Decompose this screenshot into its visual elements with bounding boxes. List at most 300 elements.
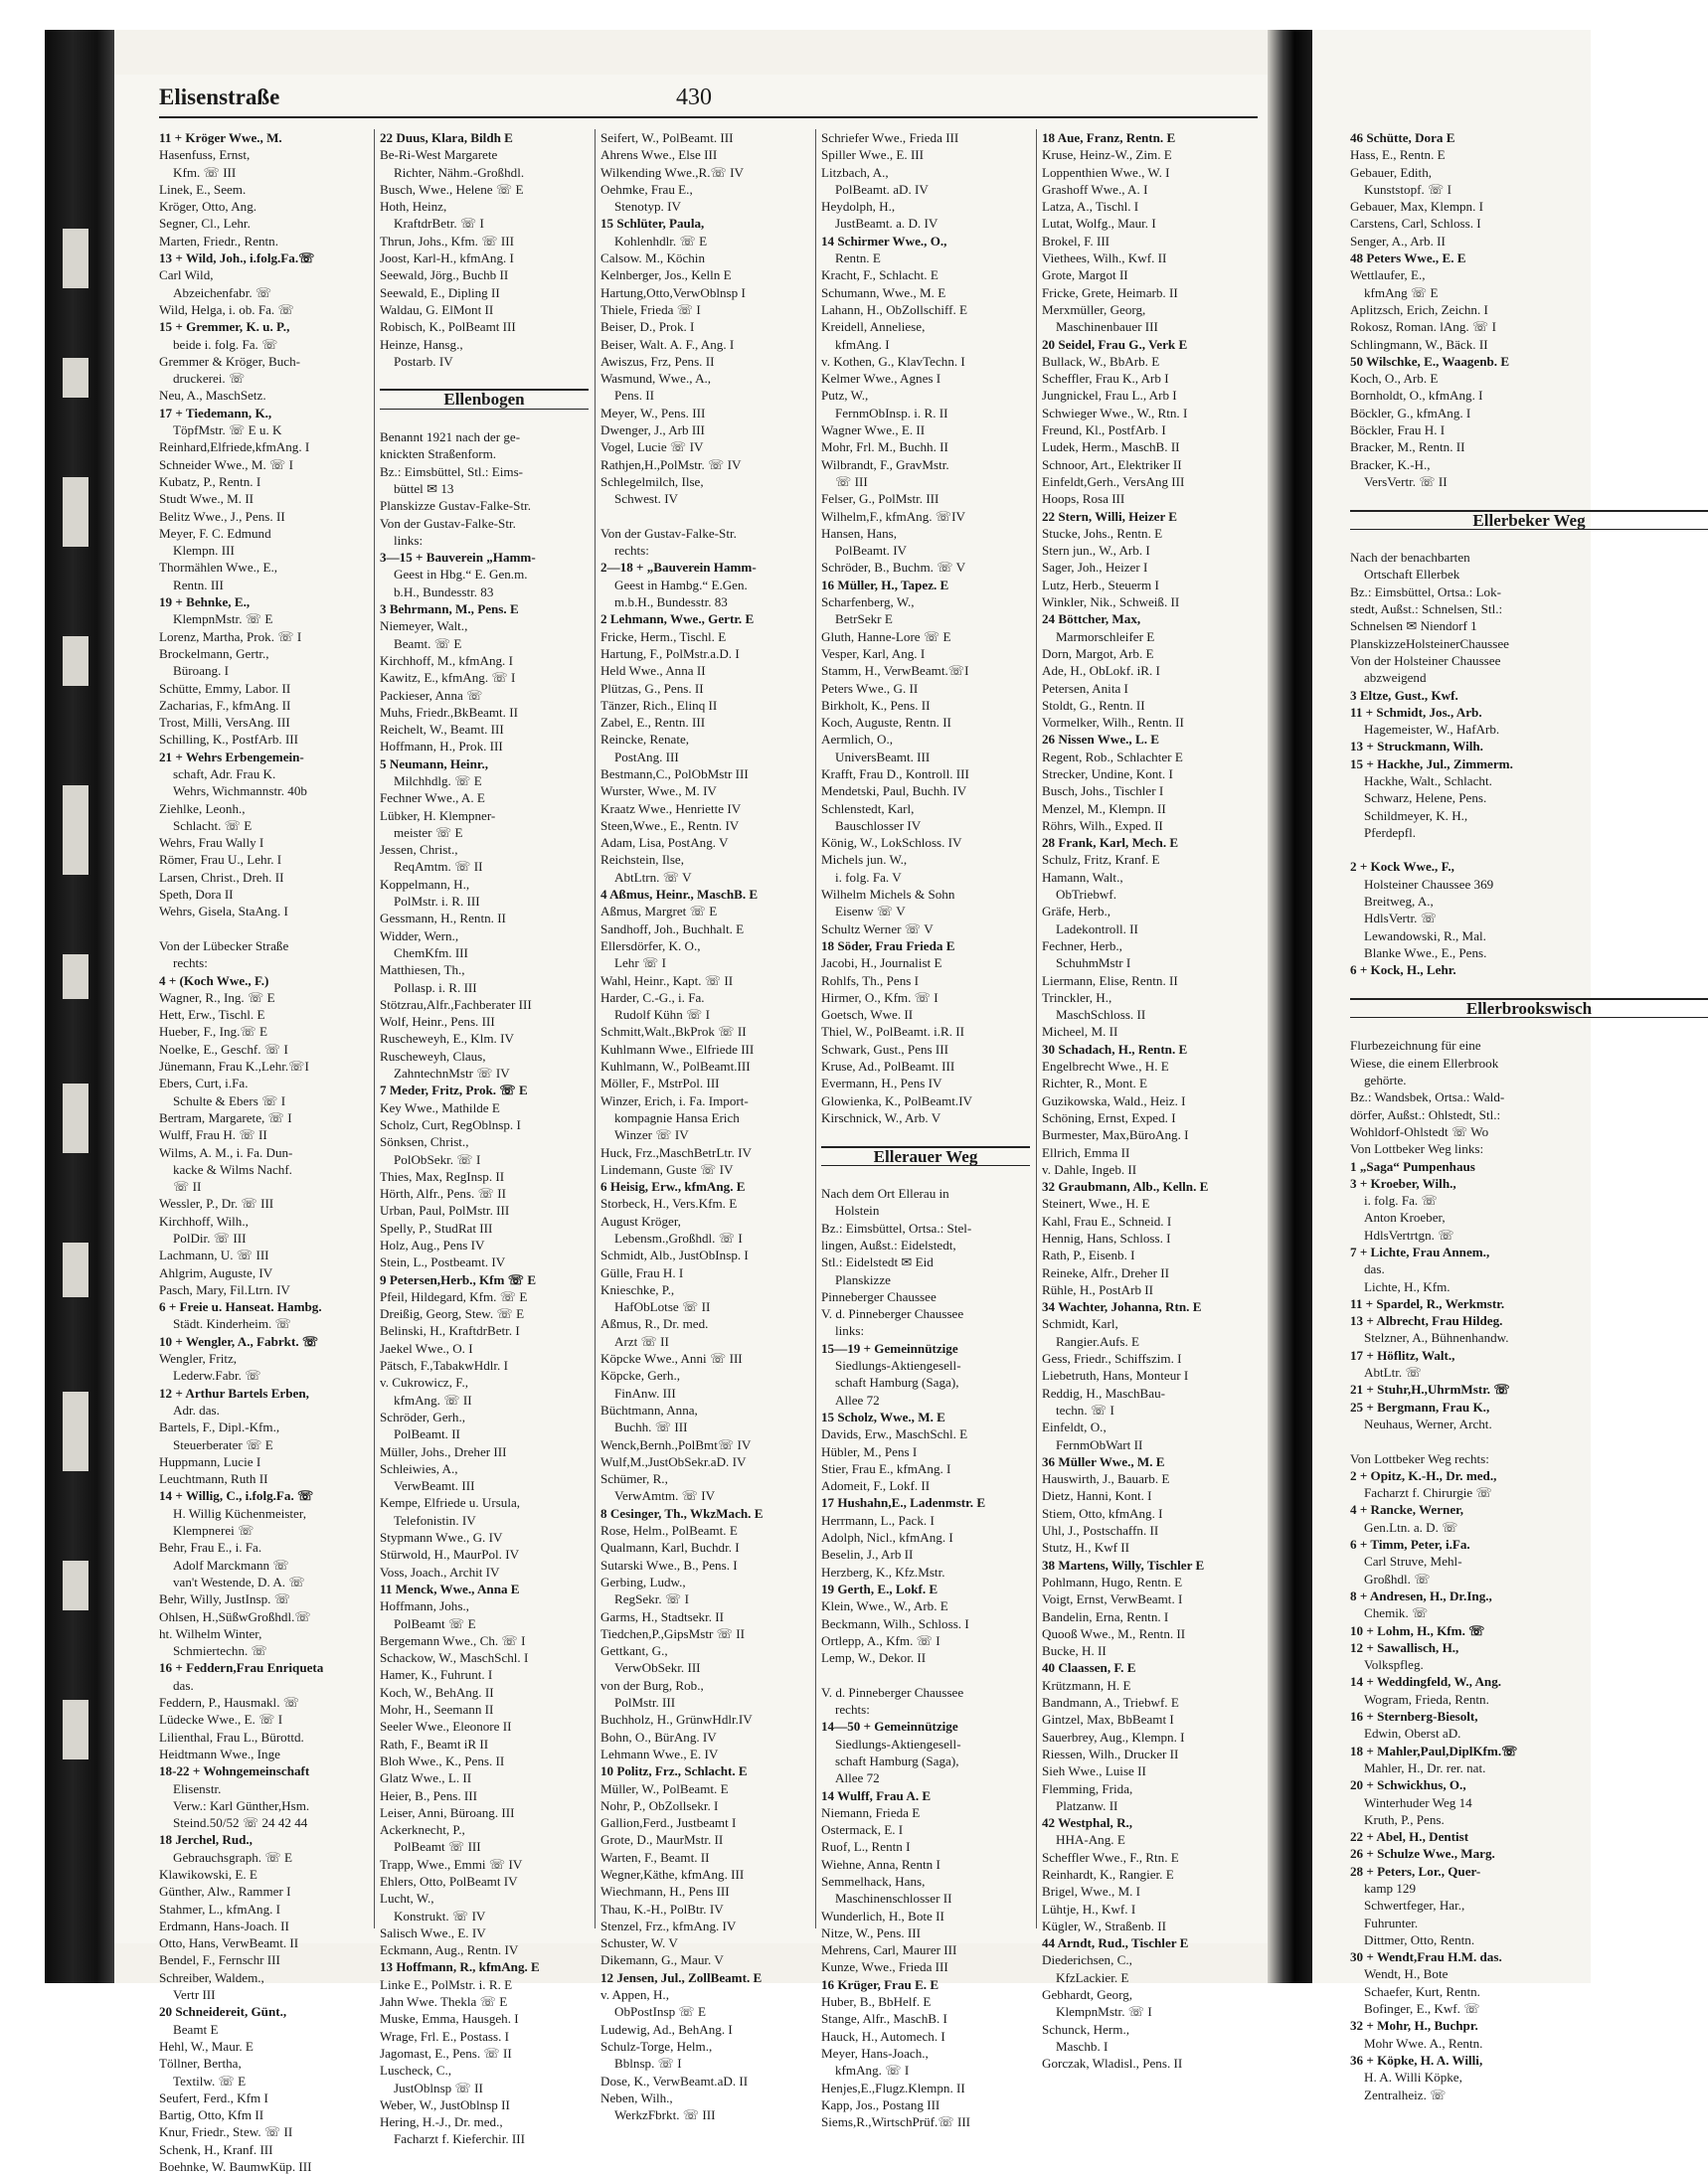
directory-entry: 7 + Lichte, Frau Annem.,	[1350, 1245, 1490, 1259]
directory-entry: PolMstr. III	[614, 1695, 676, 1711]
directory-entry: Chemik. ☏	[1364, 1605, 1429, 1621]
directory-entry: Töllner, Bertha,	[159, 2056, 242, 2072]
directory-entry: 10 Politz, Frz., Schlacht. E	[600, 1763, 748, 1779]
directory-entry: Wulf,M.,JustObSekr.aD. IV	[600, 1453, 747, 1469]
directory-entry: Dikemann, G., Maur. V	[600, 1952, 724, 1968]
directory-entry: Litzbach, A.,	[821, 164, 889, 180]
directory-entry: Nohr, P., ObZollsekr. I	[600, 1797, 719, 1813]
directory-entry: Hartung,Otto,VerwOblnsp I	[600, 284, 746, 300]
directory-entry: 19 + Behnke, E.,	[159, 594, 251, 610]
directory-entry: 44 Arndt, Rud., Tischler E	[1042, 1935, 1189, 1951]
directory-entry: Seeler Wwe., Eleonore II	[380, 1719, 512, 1735]
directory-entry: Von Lottbeker Weg rechts:	[1350, 1450, 1489, 1466]
directory-entry: Kügler, W., Straßenb. II	[1042, 1918, 1166, 1933]
directory-entry: Beamt E	[173, 2021, 219, 2037]
column-divider	[595, 129, 596, 1928]
directory-entry: Thormählen Wwe., E.,	[159, 560, 278, 576]
directory-entry: Ellersdörfer, K. O.,	[600, 937, 701, 953]
directory-entry: Boehnke, W. BaumwKüp. III	[159, 2159, 312, 2175]
directory-entry: Winzer ☏ IV	[614, 1127, 689, 1143]
directory-entry: Muske, Emma, Hausgeh. I	[380, 2011, 519, 2027]
street-name: Elisenstraße	[159, 84, 280, 109]
directory-entry: abzweigend	[1364, 670, 1427, 686]
directory-entry: Thies, Max, RegInsp. II	[380, 1168, 505, 1184]
directory-entry: Edwin, Oberst aD.	[1364, 1726, 1461, 1742]
directory-entry: Ruscheweyh, Claus,	[380, 1048, 486, 1064]
directory-entry: Speth, Dora II	[159, 887, 234, 903]
directory-entry: 18-22 + Wohngemeinschaft	[159, 1763, 310, 1779]
directory-entry: 8 + Andresen, H., Dr.Ing.,	[1350, 1588, 1492, 1603]
directory-entry: Scholz, Curt, RegOblnsp. I	[380, 1116, 521, 1132]
directory-entry: 32 Graubmann, Alb., Kelln. E	[1042, 1179, 1209, 1195]
directory-entry: Brigel, Wwe., M. I	[1042, 1884, 1141, 1900]
directory-entry: Nach dem Ort Ellerau in	[821, 1186, 949, 1202]
directory-entry: Sandhoff, Joh., Buchhalt. E	[600, 920, 745, 936]
directory-entry: HdlsVertr. ☏	[1364, 911, 1438, 926]
directory-entry: SchuhmMstr I	[1056, 955, 1131, 971]
directory-entry: Stern jun., W., Arb. I	[1042, 543, 1150, 559]
directory-entry: Lilienthal, Frau L., Bürottd.	[159, 1729, 304, 1745]
directory-entry: Linek, E., Seem.	[159, 181, 247, 197]
directory-entry: Hehl, W., Maur. E	[159, 2038, 254, 2054]
directory-entry: MaschSchloss. II	[1056, 1007, 1146, 1023]
directory-entry: Elisenstr.	[173, 1780, 222, 1796]
directory-entry: Wiehne, Anna, Rentn I	[821, 1856, 940, 1872]
directory-entry: Röhrs, Wilh., Exped. II	[1042, 817, 1163, 833]
directory-entry: Beamt. ☏ E	[394, 635, 462, 651]
directory-entry: Rohlfs, Th., Pens I	[821, 972, 919, 988]
directory-entry: Maschinenschlosser II	[835, 1891, 952, 1907]
directory-entry: 2—18 + „Bauverein Hamm-	[600, 560, 757, 576]
directory-entry: Aßmus, Margret ☏ E	[600, 904, 718, 920]
directory-entry: Gebrauchsgraph. ☏ E	[173, 1849, 292, 1865]
directory-entry: Be-Ri-West Margarete	[380, 147, 498, 163]
directory-entry: PlanskizzeHolsteinerChaussee	[1350, 635, 1509, 651]
directory-entry: Warten, F., Beamt. II	[600, 1849, 710, 1865]
directory-entry: Planskizze Gustav-Falke-Str.	[380, 498, 532, 514]
directory-entry: Hett, Erw., Tischl. E	[159, 1007, 265, 1023]
directory-entry: 36 + Köpke, H. A. Willi,	[1350, 2052, 1483, 2068]
directory-entry: Carl Wild,	[159, 267, 214, 283]
directory-column	[1042, 129, 1251, 2072]
directory-entry: Jagomast, E., Pens. ☏ II	[380, 2045, 512, 2061]
directory-entry: Petersen, Anita I	[1042, 680, 1128, 696]
directory-entry: Wagner Wwe., E. II	[821, 422, 926, 438]
directory-entry: Siems,R.,WirtschPrüf.☏ III	[821, 2114, 971, 2130]
directory-entry: Mahler, H., Dr. rer. nat.	[1364, 1759, 1486, 1775]
directory-entry: Hauswirth, J., Bauarb. E	[1042, 1471, 1170, 1487]
directory-entry: Lachmann, U. ☏ III	[159, 1248, 269, 1263]
directory-entry: Rühle, H., PostArb II	[1042, 1281, 1154, 1297]
street-heading: Ellerbrookswisch	[1350, 998, 1708, 1018]
directory-entry: Flemming, Frida,	[1042, 1780, 1133, 1796]
directory-entry: 25 + Bergmann, Frau K.,	[1350, 1399, 1490, 1415]
directory-entry: Sutarski Wwe., B., Pens. I	[600, 1557, 738, 1573]
directory-entry: Thiele, Frieda ☏ I	[600, 301, 701, 317]
directory-entry: 17 + Tiedemann, K.,	[159, 405, 272, 420]
directory-entry: 4 Aßmus, Heinr., MaschB. E	[600, 887, 759, 903]
directory-entry: 3 + Kroeber, Wilh.,	[1350, 1175, 1456, 1191]
directory-entry: Spiller Wwe., E. III	[821, 147, 925, 163]
directory-entry: 2 Lehmann, Wwe., Gertr. E	[600, 611, 755, 627]
directory-entry: Klawikowski, E. E	[159, 1866, 257, 1882]
directory-entry: VerwAmtm. ☏ IV	[614, 1488, 716, 1504]
directory-entry: Von der Lübecker Straße	[159, 937, 289, 953]
directory-entry: Peters Wwe., G. II	[821, 680, 919, 696]
directory-entry: Ortlepp, A., Kfm. ☏ I	[821, 1632, 940, 1648]
directory-entry: Adomeit, F., Lokf. II	[821, 1478, 931, 1494]
directory-entry: HdlsVertrtgn. ☏	[1364, 1227, 1454, 1243]
directory-entry: Koch, O., Arb. E	[1350, 371, 1439, 387]
directory-entry: 16 + Sternberg-Biesolt,	[1350, 1709, 1478, 1725]
directory-entry: Bartig, Otto, Kfm II	[159, 2107, 264, 2123]
directory-entry: Wenck,Bernh.,PolBmt☏ IV	[600, 1436, 752, 1452]
directory-entry: Liebetruth, Hans, Monteur I	[1042, 1368, 1189, 1384]
directory-entry: Gettkant, G.,	[600, 1643, 668, 1659]
directory-entry: Wehrs, Frau Wally I	[159, 835, 264, 851]
directory-entry: Bullack, W., BbArb. E	[1042, 353, 1160, 369]
directory-entry: Bohn, O., BürAng. IV	[600, 1729, 717, 1745]
directory-entry: KlempnMstr. ☏ I	[1056, 2004, 1152, 2020]
directory-entry: Hörth, Alfr., Pens. ☏ II	[380, 1186, 506, 1202]
directory-entry: Sager, Joh., Heizer I	[1042, 560, 1148, 576]
directory-entry: Kohlenhdlr. ☏ E	[614, 233, 708, 249]
directory-entry: RegSekr. ☏ I	[614, 1591, 689, 1607]
directory-entry: Stein, L., Postbeamt. IV	[380, 1255, 506, 1270]
directory-entry: Seewald, Jörg., Buchb II	[380, 267, 509, 283]
directory-entry: Lutz, Herb., Steuerm I	[1042, 577, 1159, 592]
directory-entry: Pens. II	[614, 388, 655, 404]
directory-entry: Lewandowski, R., Mal.	[1364, 927, 1486, 943]
directory-entry	[821, 1666, 1030, 1683]
directory-entry: Koch, W., BehAng. II	[380, 1684, 494, 1700]
directory-entry: Wessler, P., Dr. ☏ III	[159, 1196, 274, 1212]
directory-entry: Lindemann, Guste ☏ IV	[600, 1161, 734, 1177]
directory-entry: Kunze, Wwe., Frieda III	[821, 1959, 948, 1975]
directory-entry: Lutat, Wolfg., Maur. I	[1042, 216, 1156, 232]
directory-entry: Schütte, Emmy, Labor. II	[159, 680, 291, 696]
directory-columns	[159, 129, 1258, 2175]
directory-entry: das.	[1364, 1261, 1385, 1277]
directory-entry: PolBeamt. II	[394, 1426, 460, 1442]
directory-entry: gehörte.	[1364, 1073, 1407, 1088]
directory-entry: 28 Frank, Karl, Mech. E	[1042, 835, 1179, 851]
directory-entry: 14 + Willig, C., i.folg.Fa. ☏	[159, 1488, 314, 1504]
directory-entry: 15 + Hackhe, Jul., Zimmerm.	[1350, 755, 1513, 771]
page-gutter	[1268, 30, 1312, 1983]
directory-entry: Schumann, Wwe., M. E	[821, 284, 946, 300]
directory-entry: Seifert, W., PolBeamt. III	[600, 130, 734, 145]
directory-entry: Goetsch, Wwe. II	[821, 1007, 914, 1023]
directory-entry: Putz, W.,	[821, 388, 869, 404]
directory-entry: Rangier.Aufs. E	[1056, 1333, 1140, 1349]
directory-entry: Fricke, Herm., Tischl. E	[600, 628, 727, 644]
directory-entry: 14 Schirmer Wwe., O.,	[821, 233, 947, 249]
directory-entry: techn. ☏ I	[1056, 1402, 1114, 1418]
directory-entry: Strecker, Undine, Kont. I	[1042, 765, 1173, 781]
directory-entry: Schuster, W. V	[600, 1935, 678, 1951]
street-heading: Ellerbeker Weg	[1350, 510, 1708, 530]
directory-entry: Trost, Milli, VersAng. III	[159, 715, 290, 731]
directory-entry: Grote, Margot II	[1042, 267, 1128, 283]
directory-entry: Joost, Karl-H., kfmAng. I	[380, 251, 514, 266]
directory-entry: Textilw. ☏ E	[173, 2073, 247, 2089]
directory-entry: ☏ III	[835, 473, 868, 489]
directory-entry: 5 Neumann, Heinr.,	[380, 755, 489, 771]
directory-entry: Holstein	[835, 1203, 880, 1219]
directory-entry: Carl Struve, Mehl-	[1364, 1554, 1462, 1570]
directory-entry: Trinckler, H.,	[1042, 989, 1112, 1005]
directory-entry: TöpfMstr. ☏ E u. K	[173, 422, 282, 438]
directory-entry: August Kröger,	[600, 1213, 681, 1229]
directory-entry: Stutz, H., Kwf II	[1042, 1540, 1130, 1556]
directory-entry: Stoldt, G., Rentn. II	[1042, 697, 1145, 713]
directory-entry: Konstrukt. ☏ IV	[394, 1908, 486, 1924]
directory-entry: 34 Wachter, Johanna, Rtn. E	[1042, 1299, 1202, 1315]
directory-entry: Steuerberater ☏ E	[173, 1436, 273, 1452]
directory-entry: H. Willig Küchenmeister,	[173, 1505, 306, 1521]
directory-entry: stedt, Außst.: Schnelsen, Stl.:	[1350, 601, 1503, 617]
directory-entry: Jungnickel, Frau L., Arb I	[1042, 388, 1177, 404]
directory-entry: Nitze, W., Pens. III	[821, 1924, 922, 1940]
directory-entry: Hennig, Hans, Schloss. I	[1042, 1231, 1171, 1246]
directory-entry: dörfer, Außst.: Ohlstedt, Stl.:	[1350, 1106, 1501, 1122]
directory-entry: kfmAng ☏ E	[1364, 284, 1439, 300]
directory-entry: Reichstein, Ilse,	[600, 852, 684, 868]
directory-entry: 13 + Wild, Joh., i.folg.Fa.☏	[159, 251, 315, 266]
directory-entry: Tänzer, Rich., Elinq II	[600, 697, 718, 713]
directory-entry: Hauck, H., Automech. I	[821, 2028, 945, 2044]
directory-entry: Felser, G., PolMstr. III	[821, 491, 939, 507]
directory-entry: FernmObWart II	[1056, 1436, 1143, 1452]
directory-entry: Bendel, F., Fernschr III	[159, 1952, 280, 1968]
directory-entry: Schmidt, Karl,	[1042, 1316, 1118, 1332]
directory-entry: Lüdecke Wwe., E. ☏ I	[159, 1712, 283, 1728]
directory-entry: Mohr, Frl. M., Buchh. II	[821, 439, 948, 455]
directory-entry: Möller, F., MstrPol. III	[600, 1076, 720, 1091]
directory-entry: Wilbrandt, F., GravMstr.	[821, 456, 949, 472]
directory-entry: PostAng. III	[614, 749, 679, 764]
directory-entry: Mohr Wwe. A., Rentn.	[1364, 2035, 1483, 2051]
directory-entry: Bofinger, E., Kwf. ☏	[1364, 2001, 1480, 2017]
directory-entry: Beckmann, Wilh., Schloss. I	[821, 1615, 969, 1631]
directory-entry: Bornholdt, O., kfmAng. I	[1350, 388, 1483, 404]
directory-entry: 14 Wulff, Frau A. E	[821, 1787, 932, 1803]
directory-entry: Loppenthien Wwe., W. I	[1042, 164, 1170, 180]
directory-entry: Bblnsp. ☏ I	[614, 2056, 682, 2072]
directory-entry: Schmiertechn. ☏	[173, 1643, 267, 1659]
directory-entry: Richter, R., Mont. E	[1042, 1076, 1148, 1091]
directory-entry: Hass, E., Rentn. E	[1350, 147, 1446, 163]
directory-entry: Schwest. IV	[614, 491, 679, 507]
directory-entry: Linke E., PolMstr. i. R. E	[380, 1976, 513, 1992]
directory-entry: Gerbing, Ludw.,	[600, 1574, 686, 1589]
directory-entry: Awiszus, Frz, Pens. II	[600, 353, 715, 369]
directory-entry: Wilms, A. M., i. Fa. Dun-	[159, 1144, 293, 1160]
directory-entry: Beiser, D., Prok. I	[600, 319, 695, 335]
directory-entry: Leiser, Anni, Büroang. III	[380, 1804, 515, 1820]
directory-entry: Maschinenbauer III	[1056, 319, 1158, 335]
directory-entry: 8 Cesinger, Th., WkzMach. E	[600, 1505, 764, 1521]
directory-entry: Menzel, M., Klempn. II	[1042, 800, 1166, 816]
directory-entry: Pinneberger Chaussee	[821, 1288, 937, 1304]
directory-entry: Niemeyer, Walt.,	[380, 618, 468, 634]
directory-entry: Breitweg, A.,	[1364, 894, 1434, 910]
directory-entry: Herzberg, K., Kfz.Mstr.	[821, 1564, 945, 1580]
directory-entry: Richter, Nähm.-Großhdl.	[394, 164, 525, 180]
directory-entry: Lemp, W., Dekor. II	[821, 1650, 927, 1666]
directory-entry: PolObSekr. ☏ I	[394, 1151, 481, 1167]
directory-entry: Diederichsen, C.,	[1042, 1952, 1132, 1968]
directory-entry	[600, 508, 809, 525]
directory-entry: Fuhrunter.	[1364, 1915, 1419, 1930]
directory-entry: Krafft, Frau D., Kontroll. III	[821, 765, 969, 781]
directory-entry: Bracker, K.-H.,	[1350, 456, 1431, 472]
directory-entry: Merxmüller, Georg,	[1042, 301, 1146, 317]
directory-column	[821, 129, 1030, 2130]
directory-entry: Harder, C.-G., i. Fa.	[600, 989, 705, 1005]
directory-entry: FinAnw. III	[614, 1385, 676, 1401]
directory-entry: Grashoff Wwe., A. I	[1042, 181, 1148, 197]
directory-entry: Reineke, Alfr., Dreher II	[1042, 1264, 1169, 1280]
directory-entry: Stahmer, L., kfmAng. I	[159, 1901, 281, 1917]
directory-entry: Schwieger Wwe., W., Rtn. I	[1042, 405, 1188, 420]
directory-entry: Kahl, Frau E., Schneid. I	[1042, 1213, 1172, 1229]
directory-entry: KraftdrBetr. ☏ I	[394, 216, 484, 232]
directory-entry: Scheffler Wwe., F., Rtn. E	[1042, 1849, 1179, 1865]
directory-entry: ☏ II	[173, 1179, 202, 1195]
directory-entry: Winzer, Erich, i. Fa. Import-	[600, 1092, 749, 1108]
directory-entry: Rentn. E	[835, 251, 881, 266]
directory-entry: 3 Eltze, Gust., Kwf.	[1350, 687, 1458, 703]
directory-entry: Stier, Frau E., kfmAng. I	[821, 1460, 951, 1476]
directory-entry: Grote, D., MaurMstr. II	[600, 1832, 724, 1848]
directory-entry: 14—50 + Gemeinnützige	[821, 1719, 958, 1735]
directory-entry: V. d. Pinneberger Chaussee	[821, 1306, 964, 1322]
directory-entry: kamp 129	[1364, 1880, 1417, 1896]
directory-entry: Steind.50/52 ☏ 24 42 44	[173, 1815, 308, 1831]
directory-entry: Trapp, Wwe., Emmi ☏ IV	[380, 1856, 523, 1872]
directory-entry: Brockelmann, Gertr.,	[159, 645, 269, 661]
directory-entry: Zacharias, F., kfmAng. II	[159, 697, 291, 713]
directory-entry: Mohr, H., Seemann II	[380, 1702, 494, 1718]
directory-entry: 16 Krüger, Frau E. E	[821, 1976, 939, 1992]
directory-entry: Lederw.Fabr. ☏	[173, 1368, 261, 1384]
directory-entry: Von der Gustav-Falke-Str.	[600, 525, 737, 541]
directory-entry: Lebensm.,Großhdl. ☏ I	[614, 1231, 743, 1246]
directory-entry: Vesper, Karl, Ang. I	[821, 645, 926, 661]
directory-entry: Hasenfuss, Ernst,	[159, 147, 251, 163]
directory-entry: Holsteiner Chaussee 369	[1364, 876, 1494, 892]
directory-entry: Gen.Ltn. a. D. ☏	[1364, 1519, 1458, 1535]
directory-entry: HHA-Ang. E	[1056, 1832, 1125, 1848]
directory-entry: Latza, A., Tischl. I	[1042, 199, 1139, 215]
directory-entry: PolBeamt ☏ III	[394, 1839, 481, 1855]
column-divider	[374, 129, 375, 1928]
directory-entry: Hoops, Rosa III	[1042, 491, 1125, 507]
directory-entry: 17 + Höflitz, Walt.,	[1350, 1347, 1455, 1363]
directory-entry: Lorenz, Martha, Prok. ☏ I	[159, 628, 302, 644]
directory-entry: b.H., Bundesstr. 83	[394, 584, 494, 599]
directory-entry: Voigt, Ernst, VerwBeamt. I	[1042, 1591, 1183, 1607]
directory-entry: das.	[173, 1677, 194, 1693]
directory-entry: Köpcke, Gerh.,	[600, 1368, 680, 1384]
directory-entry: Behr, Willy, JustInsp. ☏	[159, 1591, 291, 1607]
directory-entry: Reinhard,Elfriede,kfmAng. I	[159, 439, 310, 455]
directory-entry: Heinze, Hansg.,	[380, 336, 463, 352]
directory-entry: 15 + Gremmer, K. u. P.,	[159, 319, 290, 335]
directory-entry: Köpcke Wwe., Anni ☏ III	[600, 1351, 743, 1367]
directory-entry: Sieh Wwe., Luise II	[1042, 1763, 1146, 1779]
directory-entry: Ellrich, Emma II	[1042, 1144, 1130, 1160]
directory-entry: Kuhlmann Wwe., Elfriede III	[600, 1041, 755, 1057]
directory-entry: Schulte & Ebers ☏ I	[173, 1092, 286, 1108]
directory-entry: Schnelsen ✉ Niendorf 1	[1350, 618, 1477, 634]
directory-entry: Pferdepfl.	[1364, 824, 1416, 840]
directory-entry: Zentralheiz. ☏	[1364, 2087, 1447, 2102]
directory-entry: Schackow, W., MaschSchl. I	[380, 1650, 529, 1666]
directory-entry: Zabel, E., Rentn. III	[600, 715, 706, 731]
directory-entry: Allee 72	[835, 1770, 880, 1786]
directory-entry: Von der Holsteiner Chaussee	[1350, 652, 1501, 668]
directory-entry: JustBeamt. a. D. IV	[835, 216, 939, 232]
directory-entry: Bloh Wwe., K., Pens. II	[380, 1753, 505, 1768]
directory-entry: beide i. folg. Fa. ☏	[173, 336, 278, 352]
directory-entry: kfmAng. I	[835, 336, 890, 352]
directory-entry: 10 + Lohm, H., Kfm. ☏	[1350, 1622, 1485, 1638]
directory-entry: Bracker, M., Rentn. II	[1350, 439, 1465, 455]
directory-entry: Kirchhoff, M., kfmAng. I	[380, 652, 513, 668]
directory-entry: Gebauer, Edith,	[1350, 164, 1433, 180]
directory-entry: 18 Aue, Franz, Rentn. E	[1042, 130, 1176, 145]
directory-entry: KlempnMstr. ☏ E	[173, 611, 273, 627]
directory-entry: Scharfenberg, W.,	[821, 594, 915, 610]
directory-entry: Henjes,E.,Flugz.Klempn. II	[821, 2080, 965, 2095]
column-divider	[815, 129, 816, 1928]
directory-entry	[1350, 490, 1708, 507]
directory-entry: Dreißig, Georg, Stew. ☏ E	[380, 1306, 525, 1322]
directory-entry: 11 + Schmidt, Jos., Arb.	[1350, 704, 1482, 720]
directory-entry: Behr, Frau E., i. Fa.	[159, 1540, 262, 1556]
directory-entry: Kuhlmann, W., PolBeamt.III	[600, 1059, 751, 1075]
street-heading: Ellerauer Weg	[821, 1146, 1030, 1166]
directory-entry: Stenzel, Frz., kfmAng. IV	[600, 1918, 737, 1933]
directory-entry: Telefonistin. IV	[394, 1512, 476, 1528]
directory-entry: Dittmer, Otto, Rentn.	[1364, 1931, 1475, 1947]
directory-entry	[1350, 1432, 1708, 1449]
directory-entry: kfmAng. ☏ I	[835, 2063, 910, 2079]
directory-entry: Meyer, F. C. Edmund	[159, 525, 271, 541]
directory-entry: 1 „Saga“ Pumpenhaus	[1350, 1158, 1475, 1174]
directory-entry: Garms, H., Stadtsekr. II	[600, 1608, 725, 1624]
directory-entry: Kraatz Wwe., Henriette IV	[600, 800, 742, 816]
directory-entry: 13 + Struckmann, Wilh.	[1350, 739, 1483, 754]
directory-entry: Schlegelmilch, Ilse,	[600, 473, 704, 489]
directory-entry: Bestmann,C., PolObMstr III	[600, 765, 749, 781]
directory-entry: Schlacht. ☏ E	[173, 817, 253, 833]
directory-entry: m.b.H., Bundesstr. 83	[614, 594, 728, 610]
directory-entry: Marten, Friedr., Rentn.	[159, 233, 279, 249]
directory-entry: 21 + Wehrs Erbengemein-	[159, 749, 304, 764]
directory-entry: Pätsch, F.,TabakwHdlr. I	[380, 1358, 508, 1374]
directory-entry: Kelnberger, Jos., Kelln E	[600, 267, 732, 283]
directory-entry: PolDir. ☏ III	[173, 1231, 247, 1246]
directory-entry: PolMstr. i. R. III	[394, 894, 480, 910]
directory-entry: Birkholt, K., Pens. II	[821, 697, 931, 713]
directory-entry: Aßmus, R., Dr. med.	[600, 1316, 709, 1332]
directory-entry: Wolf, Heinr., Pens. III	[380, 1014, 495, 1030]
directory-entry: Adolf Marckmann ☏	[173, 1557, 289, 1573]
